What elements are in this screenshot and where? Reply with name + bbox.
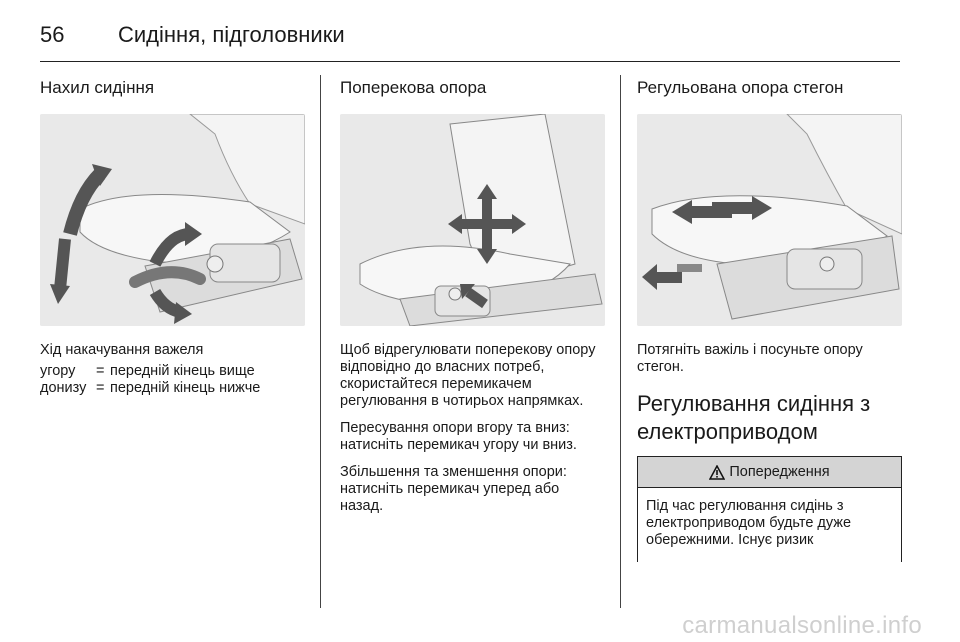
lumbar-paragraph: Збільшення та зменшення опори: натисніть перемикач уперед або назад. <box>340 464 567 514</box>
lumbar-paragraph: Щоб відрегулювати поперекову опору відповідно до власних потреб, скористайтеся перемикачем регулювання в чотирьох напрямках. <box>340 342 596 409</box>
header-divider <box>40 61 900 62</box>
direction-term: донизу <box>40 380 87 396</box>
warning-box <box>637 456 902 562</box>
direction-description: передній кінець вище <box>110 363 255 379</box>
direction-term: угору <box>40 363 76 379</box>
direction-equals: = <box>96 380 105 396</box>
warning-triangle-icon <box>709 465 725 480</box>
page-number: 56 <box>40 22 65 47</box>
direction-row-up <box>40 363 305 380</box>
direction-row-down <box>40 380 305 397</box>
thigh-support-illustration <box>637 114 902 326</box>
lumbar-support-illustration <box>340 114 605 326</box>
thigh-support-heading: Регульована опора стегон <box>637 78 844 97</box>
lumbar-support-column <box>340 78 605 525</box>
warning-title: Попередження <box>729 464 830 480</box>
warning-header <box>638 457 901 488</box>
direction-description: передній кінець нижче <box>110 380 261 396</box>
thigh-support-text: Потягніть важіль і посуньте опору стегон. <box>637 342 863 375</box>
seat-tilt-heading: Нахил сидіння <box>40 78 155 97</box>
page-title: Сидіння, підголовники <box>118 22 345 47</box>
lumbar-text <box>340 342 605 515</box>
warning-text: Під час регулювання сидінь з електроприводом будьте дуже обережними. Існує ризик <box>646 498 852 548</box>
column-divider-1 <box>320 75 321 608</box>
seat-tilt-illustration <box>40 114 305 326</box>
column-divider-2 <box>620 75 621 608</box>
seat-tilt-caption: Хід накачування важеля <box>40 342 204 358</box>
direction-table <box>40 363 305 397</box>
seat-tilt-column <box>40 78 305 397</box>
watermark: carmanualsonline.info <box>682 612 922 639</box>
power-seat-section-title: Регулювання сидіння з електроприводом <box>637 391 871 444</box>
lumbar-paragraph: Пересування опори вгору та вниз: натисніть перемикач угору чи вниз. <box>340 420 577 453</box>
direction-equals: = <box>96 363 105 379</box>
lumbar-support-heading: Поперекова опора <box>340 78 487 97</box>
thigh-support-column <box>637 78 902 562</box>
